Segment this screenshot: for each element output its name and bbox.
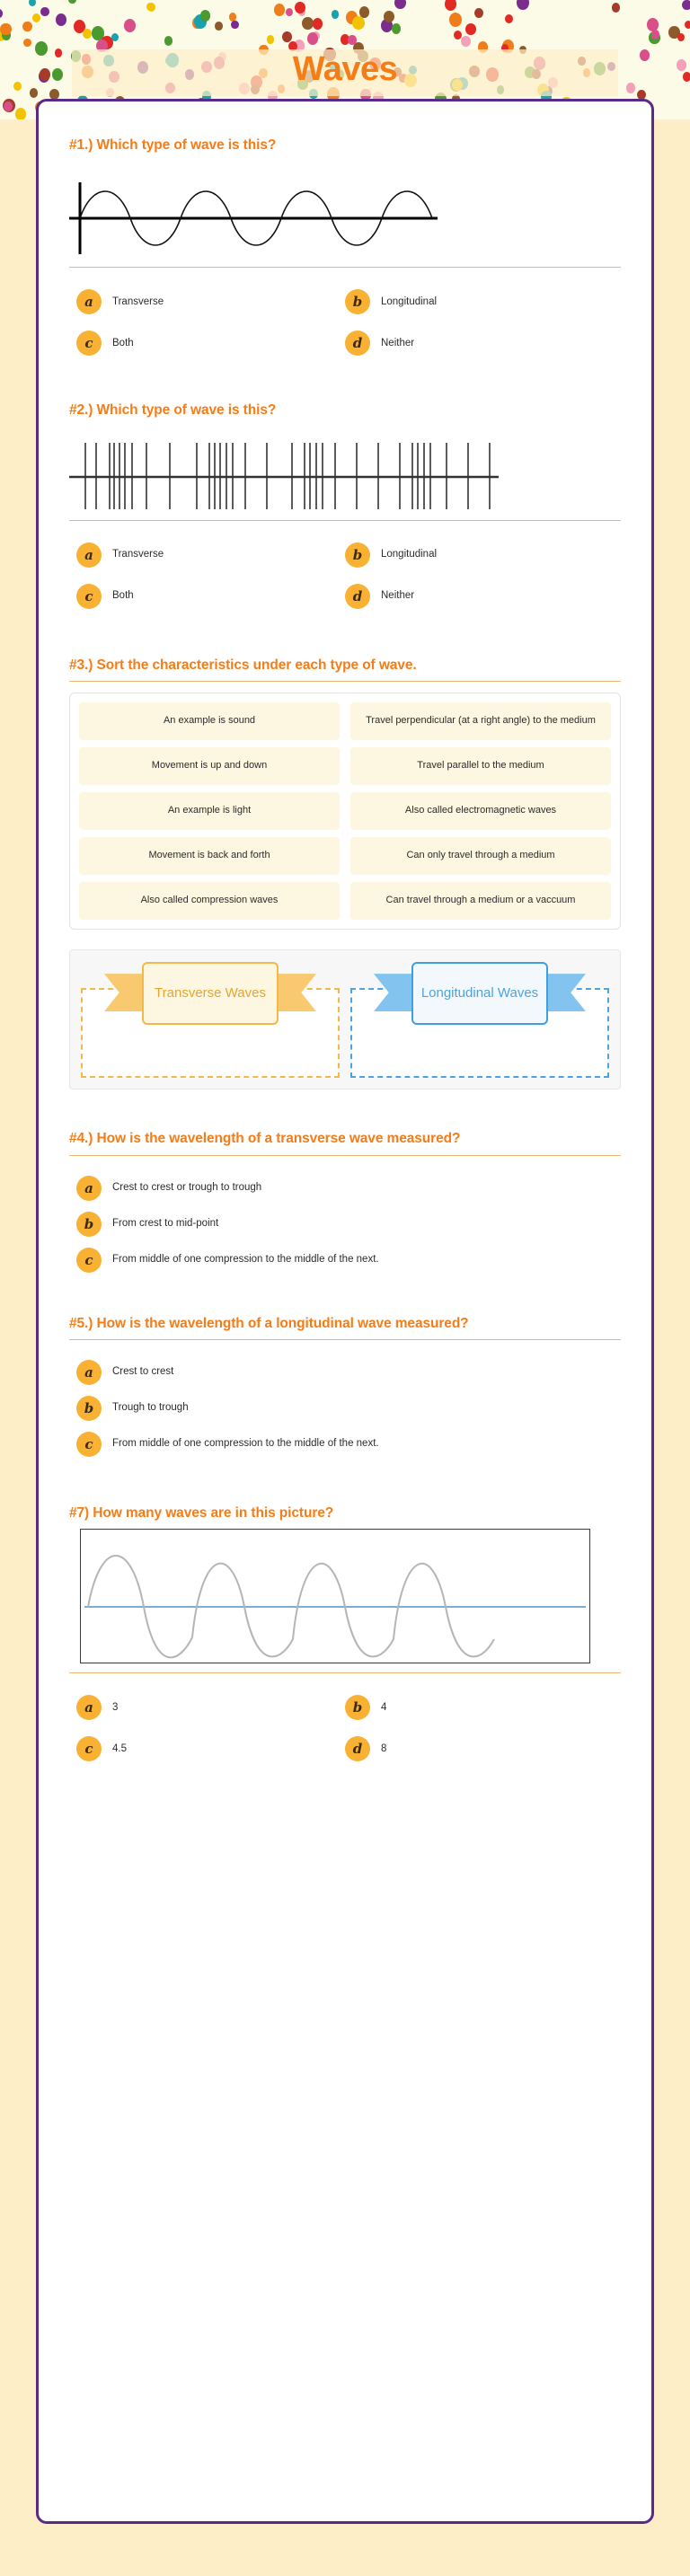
confetti-dot bbox=[267, 35, 275, 44]
question-q2 bbox=[69, 401, 621, 613]
option-label: Neither bbox=[381, 337, 415, 348]
options-q7 bbox=[69, 1684, 621, 1767]
confetti-dot bbox=[274, 4, 285, 16]
dropzone-label-transverse: Transverse Waves bbox=[142, 962, 279, 1025]
four-cycle-wave-picture bbox=[80, 1529, 590, 1663]
options-q1 bbox=[69, 278, 621, 361]
divider bbox=[69, 1672, 621, 1673]
confetti-dot bbox=[68, 0, 76, 4]
option-letter-badge: d bbox=[345, 331, 370, 356]
ribbon-tail-right-icon bbox=[277, 974, 316, 1011]
sort-card[interactable]: Movement is back and forth bbox=[79, 837, 340, 875]
question-q3 bbox=[69, 656, 621, 1090]
option-label: 4 bbox=[381, 1701, 387, 1713]
confetti-dot bbox=[384, 11, 394, 22]
ribbon-tail-left-icon bbox=[374, 974, 413, 1011]
option-letter-badge: d bbox=[345, 584, 370, 609]
question-q1 bbox=[69, 136, 621, 361]
confetti-dot bbox=[0, 23, 11, 36]
question-title: #5.) How is the wavelength of a longitudinal wave measured? bbox=[69, 1315, 469, 1331]
options-q4 bbox=[69, 1167, 621, 1278]
option-letter-badge: b bbox=[76, 1396, 102, 1421]
sort-card[interactable]: An example is sound bbox=[79, 702, 340, 740]
confetti-dot bbox=[461, 36, 472, 48]
option-letter-badge: b bbox=[345, 543, 370, 568]
sort-card[interactable]: Can only travel through a medium bbox=[350, 837, 611, 875]
question-q4 bbox=[69, 1129, 621, 1277]
option-letter-badge: c bbox=[76, 331, 102, 356]
divider bbox=[69, 1155, 621, 1156]
option-c[interactable] bbox=[69, 1426, 621, 1462]
option-label: Both bbox=[112, 337, 134, 348]
option-letter-badge: b bbox=[345, 289, 370, 314]
confetti-dot bbox=[307, 32, 318, 44]
option-b[interactable] bbox=[69, 1390, 621, 1426]
sort-card[interactable]: Can travel through a medium or a vaccuum bbox=[350, 882, 611, 920]
sort-card[interactable]: Also called compression waves bbox=[79, 882, 340, 920]
confetti-dot bbox=[22, 22, 31, 32]
ribbon-tail-left-icon bbox=[104, 974, 144, 1011]
option-label: From middle of one compression to the middle of the next. bbox=[112, 1438, 379, 1450]
option-d[interactable] bbox=[345, 325, 621, 361]
confetti-dot bbox=[83, 29, 92, 39]
option-c[interactable] bbox=[69, 325, 345, 361]
worksheet-sheet bbox=[36, 99, 654, 2524]
option-label: From middle of one compression to the middle of the next. bbox=[112, 1254, 379, 1266]
confetti-dot bbox=[295, 2, 305, 13]
confetti-dot bbox=[348, 35, 356, 45]
option-label: 4.5 bbox=[112, 1742, 127, 1754]
option-a[interactable] bbox=[69, 1354, 621, 1390]
option-letter-badge: a bbox=[76, 543, 102, 568]
confetti-dot bbox=[352, 16, 365, 30]
option-label: Transverse bbox=[112, 549, 164, 560]
confetti-dot bbox=[215, 22, 223, 31]
longitudinal-wave-diagram bbox=[69, 427, 621, 520]
option-b[interactable] bbox=[69, 1206, 621, 1242]
option-letter-badge: a bbox=[76, 1360, 102, 1385]
sort-card[interactable]: Also called electromagnetic waves bbox=[350, 792, 611, 830]
sort-card[interactable]: An example is light bbox=[79, 792, 340, 830]
confetti-dot bbox=[56, 13, 66, 26]
confetti-dot bbox=[30, 88, 38, 98]
confetti-dot bbox=[685, 21, 690, 29]
option-letter-badge: d bbox=[345, 1736, 370, 1761]
option-c[interactable] bbox=[69, 578, 345, 614]
question-title: #4.) How is the wavelength of a transverse wave measured? bbox=[69, 1131, 461, 1147]
confetti-dot bbox=[15, 108, 27, 119]
divider bbox=[69, 520, 621, 521]
option-label: Trough to trough bbox=[112, 1402, 189, 1414]
option-label: Crest to crest or trough to trough bbox=[112, 1182, 262, 1194]
option-d[interactable] bbox=[345, 1731, 621, 1767]
confetti-dot bbox=[651, 30, 660, 40]
option-a[interactable] bbox=[69, 284, 345, 320]
option-c[interactable] bbox=[69, 1731, 345, 1767]
options-q2 bbox=[69, 532, 621, 614]
option-d[interactable] bbox=[345, 578, 621, 614]
confetti-dot bbox=[40, 7, 49, 16]
option-letter-badge: c bbox=[76, 584, 102, 609]
option-label: 3 bbox=[112, 1701, 119, 1713]
option-b[interactable] bbox=[345, 1689, 621, 1725]
option-letter-badge: b bbox=[76, 1212, 102, 1237]
confetti-dot bbox=[517, 0, 529, 10]
sort-card[interactable]: Travel perpendicular (at a right angle) to the medium bbox=[350, 702, 611, 740]
option-a[interactable] bbox=[69, 537, 345, 573]
question-q7 bbox=[69, 1504, 621, 1767]
option-label: Transverse bbox=[112, 296, 164, 307]
question-title: #2.) Which type of wave is this? bbox=[69, 402, 277, 419]
sort-card[interactable]: Travel parallel to the medium bbox=[350, 747, 611, 785]
confetti-dot bbox=[445, 0, 457, 11]
divider bbox=[69, 1339, 621, 1340]
dropzone-transverse[interactable] bbox=[81, 984, 340, 1078]
confetti-dot bbox=[682, 0, 690, 10]
dropzone-label-longitudinal: Longitudinal Waves bbox=[411, 962, 548, 1025]
option-letter-badge: a bbox=[76, 289, 102, 314]
dropzone-panel bbox=[69, 949, 621, 1090]
option-letter-badge: c bbox=[76, 1736, 102, 1761]
question-title: #1.) Which type of wave is this? bbox=[69, 137, 277, 153]
question-title: #3.) Sort the characteristics under each type of wave. bbox=[69, 657, 417, 673]
confetti-dot bbox=[394, 0, 406, 9]
option-letter-badge: a bbox=[76, 1176, 102, 1201]
sort-card[interactable]: Movement is up and down bbox=[79, 747, 340, 785]
question-q5 bbox=[69, 1314, 621, 1462]
option-letter-badge: b bbox=[345, 1695, 370, 1720]
transverse-wave-diagram bbox=[69, 161, 621, 267]
confetti-dot bbox=[32, 13, 40, 22]
option-a[interactable] bbox=[69, 1170, 621, 1206]
dropzone-longitudinal[interactable] bbox=[350, 984, 609, 1078]
option-b[interactable] bbox=[345, 537, 621, 573]
option-label: Crest to crest bbox=[112, 1366, 174, 1378]
confetti-dot bbox=[313, 18, 323, 30]
confetti-dot bbox=[449, 13, 462, 27]
confetti-dot bbox=[0, 9, 3, 17]
option-a[interactable] bbox=[69, 1689, 345, 1725]
confetti-dot bbox=[474, 8, 483, 18]
confetti-dot bbox=[231, 21, 238, 29]
question-title: #7) How many waves are in this picture? bbox=[69, 1504, 334, 1521]
confetti-dot bbox=[124, 19, 136, 32]
option-label: Longitudinal bbox=[381, 549, 438, 560]
options-q5 bbox=[69, 1351, 621, 1462]
option-label: From crest to mid-point bbox=[112, 1218, 219, 1230]
option-c[interactable] bbox=[69, 1242, 621, 1278]
confetti-dot bbox=[29, 0, 36, 6]
confetti-dot bbox=[164, 36, 172, 45]
confetti-dot bbox=[612, 3, 620, 12]
option-b[interactable] bbox=[345, 284, 621, 320]
divider bbox=[69, 681, 621, 682]
confetti-dot bbox=[392, 23, 401, 34]
sort-cards-container bbox=[69, 693, 621, 930]
option-label: Neither bbox=[381, 590, 415, 602]
divider bbox=[69, 267, 621, 268]
confetti-dot bbox=[147, 3, 155, 12]
confetti-dot bbox=[465, 23, 476, 35]
confetti-dot bbox=[302, 17, 314, 30]
confetti-dot bbox=[332, 10, 340, 19]
confetti-dot bbox=[677, 33, 685, 41]
option-letter-badge: a bbox=[76, 1695, 102, 1720]
option-letter-badge: c bbox=[76, 1248, 102, 1273]
ribbon-tail-right-icon bbox=[546, 974, 586, 1011]
confetti-dot bbox=[200, 10, 210, 22]
option-letter-badge: c bbox=[76, 1432, 102, 1457]
confetti-dot bbox=[505, 14, 513, 23]
confetti-dot bbox=[286, 8, 293, 16]
confetti-dot bbox=[23, 39, 31, 47]
option-label: Longitudinal bbox=[381, 296, 438, 307]
option-label: 8 bbox=[381, 1742, 387, 1754]
page-title: Waves bbox=[292, 50, 398, 88]
option-label: Both bbox=[112, 590, 134, 602]
